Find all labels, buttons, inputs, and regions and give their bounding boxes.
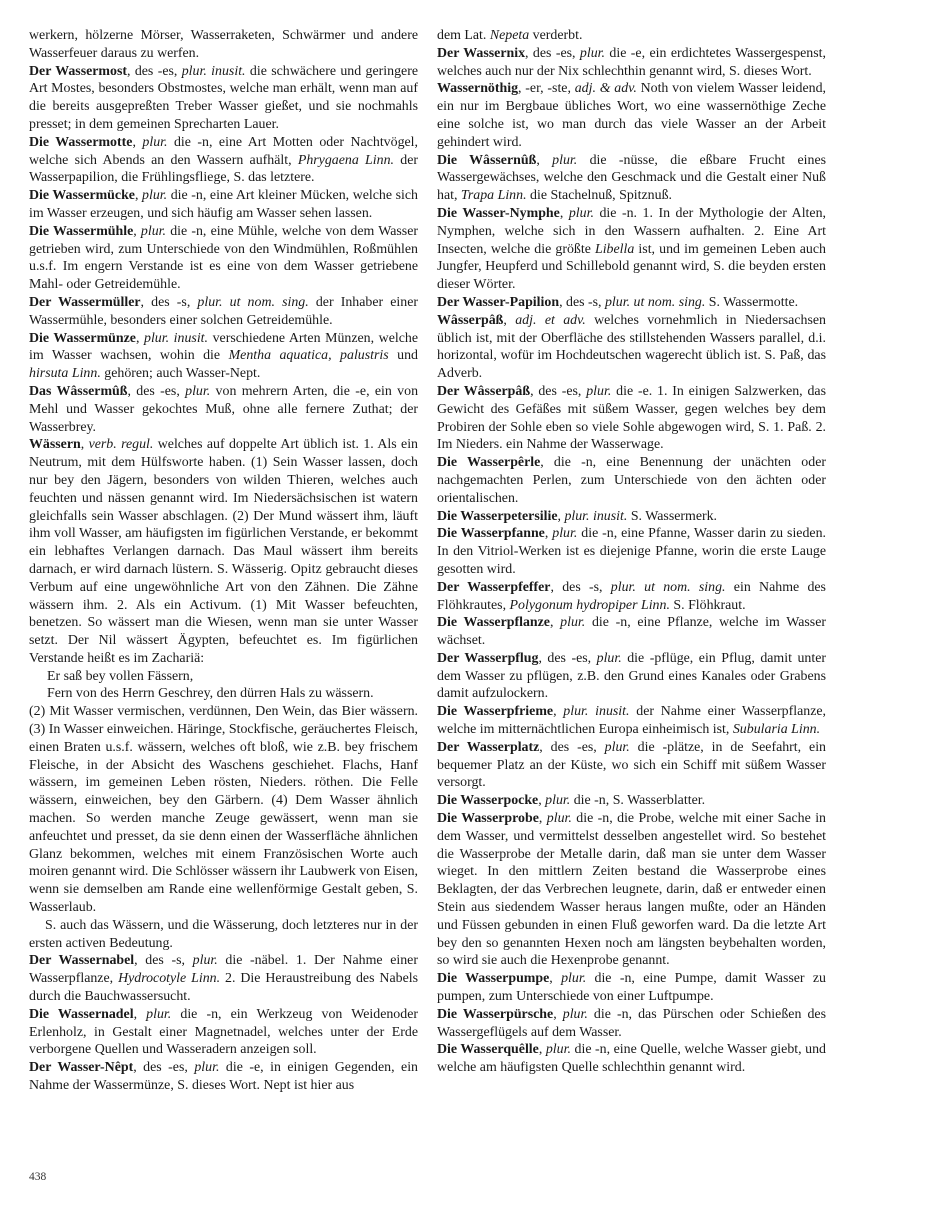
- entry-text: Er saß bey vollen Fässern,: [47, 668, 194, 684]
- dictionary-entry: [437, 80, 826, 151]
- dictionary-entry: [437, 650, 826, 703]
- dictionary-entry: [29, 383, 418, 436]
- entry-text: ,: [549, 971, 562, 987]
- entry-text: die -näbel. 1. Der Nahme einer Wasserpflanze,: [29, 953, 418, 987]
- dictionary-entry: [437, 312, 826, 383]
- entry-text: ,: [538, 1042, 546, 1058]
- entry-text: , des -es,: [133, 1060, 195, 1076]
- dictionary-entry: [29, 187, 418, 223]
- entry-text: die -n, eine Mühle, welche von dem Wasser getrieben wird, zum Unterschiede von den Windmühlen, Roßmühlen u.s.f. Im engern Verstande ist es eine von dem Wasser getriebene Mahl- oder Getreidemühle.: [29, 223, 418, 293]
- headword: Der Wasserpfeffer: [437, 579, 551, 595]
- entry-text: Fern von des Herrn Geschrey, den dürren Hals zu wässern.: [47, 686, 374, 702]
- entry-text: die -n, eine Quelle, welche Wasser giebt, und welche am häufigsten Quelle schlechthin genannt wird.: [437, 1042, 826, 1076]
- entry-text: der Wasserpapilion, die Frühlingsfliege, S. das letztere.: [29, 152, 418, 186]
- italic-term: plur.: [586, 383, 612, 399]
- right-column: [437, 27, 826, 1077]
- headword: Der Wasser-Nêpt: [29, 1060, 134, 1076]
- headword: Die Wassermühle: [29, 223, 134, 239]
- entry-text: die schwächere und geringere Art Mostes, besonders Obstmostes, welche man erhält, wenn man auf die bereits ausgepreßten Treber Wasser gießet, und sie nochmahls presset; in dem gemeinen Sprecharten Lauer.: [29, 63, 418, 132]
- entry-text: die Stachelnuß, Spitznuß.: [526, 188, 672, 204]
- headword: Die Wasser-Nymphe: [437, 205, 560, 221]
- dictionary-entry: [437, 614, 826, 650]
- dictionary-entry: [29, 294, 418, 330]
- headword: Der Wâsserpâß: [437, 383, 531, 399]
- italic-term: plur. ut nom. sing.: [197, 294, 309, 310]
- dictionary-entry: [29, 436, 418, 667]
- quote-line: [29, 668, 418, 686]
- dictionary-entry: [437, 294, 826, 312]
- entry-text: ,: [503, 312, 516, 328]
- quote-line: [29, 685, 418, 703]
- dictionary-entry: [437, 792, 826, 810]
- headword: Die Wasserpumpe: [437, 971, 550, 987]
- italic-term: plur.: [146, 1006, 172, 1022]
- italic-term: plur.: [579, 45, 605, 61]
- entry-text: die -nüsse, die eßbare Frucht eines Wassergewächses, welche den Geschmack und die Gestalt einer Nuß hat,: [437, 152, 827, 204]
- dictionary-entry: [437, 1041, 826, 1077]
- headword: Die Wassermünze: [29, 330, 136, 346]
- italic-term: plur.: [192, 953, 218, 969]
- italic-term: Libella: [594, 241, 635, 257]
- headword: Die Wassermücke: [29, 188, 135, 204]
- headword: Der Wassernix: [437, 45, 526, 61]
- entry-text: die -pflüge, ein Pflug, damit unter dem Wasser zu pflügen, z.B. den Grund eines Kanales oder Grabens damit aufzulockern.: [437, 650, 826, 702]
- entry-text: ist, und im gemeinen Leben auch Jungfer, Heupferd und Schillebold genannt wird, S. die beyden ersten dieser Wörter.: [437, 241, 826, 293]
- headword: Der Wasserpflug: [437, 650, 539, 666]
- italic-term: plur.: [596, 650, 622, 666]
- italic-term: plur.: [552, 152, 578, 168]
- italic-term: Subularia Linn.: [732, 722, 821, 738]
- dictionary-entry: [437, 508, 826, 526]
- entry-text: ,: [133, 1006, 147, 1022]
- entry-text: , des -es,: [127, 383, 186, 399]
- entry-text: , des -s,: [140, 294, 198, 310]
- entry-text: , des -s,: [550, 579, 611, 595]
- italic-term: plur. inusit.: [144, 330, 209, 346]
- dictionary-entry: [29, 223, 418, 294]
- italic-term: plur. inusit.: [564, 508, 628, 524]
- headword: Die Wasserpetersilie: [437, 508, 558, 524]
- entry-text: die -n. 1. In der Mythologie der Alten, Nymphen, welche sich in den Wassern aufhalten. 2. Eine Art Insecten, welche die größte: [437, 205, 826, 257]
- headword: Der Wasserplatz: [437, 739, 540, 755]
- entry-text: die -n, S. Wasserblatter.: [570, 793, 706, 809]
- entry-text: ,: [557, 508, 565, 524]
- entry-text: und: [388, 348, 419, 364]
- left-column: [29, 27, 418, 1095]
- entry-text: die -n, eine Pfanne, Wasser darin zu sieden. In den Vitriol-Werken ist es diejenige Pfanne, worin die erste Lauge gesotten wird.: [437, 526, 826, 577]
- italic-term: plur.: [545, 793, 571, 809]
- dictionary-entry: [437, 1006, 826, 1042]
- italic-term: plur.: [140, 223, 167, 239]
- italic-term: plur. inusit.: [181, 63, 246, 79]
- entry-text: die -plätze, in de Seefahrt, ein bequemer Platz an der Küste, wo sich ein Schiff mit süßem Wasser versorgt.: [437, 739, 826, 791]
- entry-text: , des -s,: [134, 953, 193, 969]
- italic-term: plur.: [545, 1042, 571, 1058]
- headword: Die Wasserpfanne: [437, 526, 545, 542]
- dictionary-entry: [437, 205, 826, 294]
- headword: Die Wâssernûß: [437, 152, 537, 168]
- dictionary-entry: [437, 383, 826, 454]
- headword: Die Wasserpêrle: [437, 455, 541, 471]
- italic-term: verb. regul.: [88, 437, 154, 453]
- dictionary-entry: [29, 63, 418, 134]
- italic-term: plur.: [142, 134, 168, 150]
- italic-term: plur.: [185, 383, 211, 399]
- italic-term: hirsuta Linn.: [29, 366, 101, 382]
- italic-term: Phrygaena Linn.: [297, 152, 394, 168]
- headword: Die Wassernadel: [29, 1006, 134, 1022]
- dictionary-entry: [437, 27, 826, 45]
- italic-term: plur.: [552, 526, 578, 542]
- italic-term: adj. & adv.: [574, 81, 637, 97]
- entry-text: S. Wassermotte.: [705, 294, 799, 310]
- entry-text: ,: [549, 615, 561, 631]
- dictionary-entry: [437, 970, 826, 1006]
- dictionary-entry: [29, 703, 418, 917]
- italic-term: Polygonum hydropiper Linn.: [509, 597, 670, 613]
- entry-text: ,: [553, 1006, 563, 1022]
- entry-text: die -n, eine Art kleiner Mücken, welche sich im Wasser erzeugen, und sich häufig am Wasser sehen lassen.: [29, 188, 418, 221]
- entry-text: ,: [135, 330, 144, 346]
- italic-term: plur.: [568, 205, 594, 221]
- italic-term: plur.: [604, 739, 630, 755]
- entry-text: , des -es,: [525, 45, 580, 61]
- italic-term: plur. inusit.: [563, 704, 630, 720]
- entry-text: , des -es,: [530, 383, 587, 399]
- entry-text: S. auch das Wässern, und die Wässerung, doch letzteres nur in der ersten activen Bedeutung.: [29, 917, 418, 951]
- italic-term: plur.: [194, 1060, 220, 1076]
- entry-text: welches auf doppelte Art üblich ist. 1. Als ein Neutrum, mit dem Hülfsworte haben. (1) Sein Wasser lassen, doch nur bey den Jägern, besonders von wilden Thieren, welches auch feuchten und nässen genannt wird. Im Niedersächsischen ist watern gleichfalls sein Wasser abschlagen. (2) Der Mund wässert ihm, läuft ihm voll Wasser, am häufigsten im figürlichen Verstande, er bekommt ein lebhaftes Verlangen darnach. Das Maul wässert ihm bereits darnach, er wird darnach lüstern. S. Wässerig. Opitz gebraucht dieses Verbum auf eine ungewöhnliche Art von den Zähnen. Die Zähne wässern ihm. 2. Als ein Activum. (1) Mit Wasser befeuchten, benetzen. So wässert man die Wiesen, wenn man sie unter Wasser setzt. Der Nil wässert Ägypten, befeuchtet es. Im figürlichen Verstande heißt es im Zachariä:: [29, 437, 418, 666]
- headword: Die Wassermotte: [29, 134, 133, 150]
- headword: Das Wâssermûß: [29, 383, 128, 399]
- entry-text: die -n, eine Pumpe, damit Wasser zu pumpen, zum Unterschiede von einer Luftpumpe.: [437, 971, 826, 1005]
- entry-text: die -e. 1. In einigen Salzwerken, das Gewicht des Gefäßes mit süßem Wasser, gegen welches bey dem Probiren der Sohle eben so viele Sohle abgewogen wird, S. 1. Paß. 2. Im Nieders. ein Nahme der Wasserwage.: [437, 383, 826, 453]
- italic-term: Mentha aquatica, palustris: [228, 348, 389, 364]
- entry-text: die -n, die Probe, welche mit einer Sache in dem Wasser, und vermittelst desselben angestellet wird. So bestehet die Wasserprobe der Metalle darin, daß man sie unter dem Wasser wieget. In den mittlern Zeiten bestand die Wasserprobe eines Beklagten, der das Verbrechen leugnete, darin, daß er entweder einen Stein aus siedendem Wasser heraus langen mußte, oder an Händen und Füssen gebunden in einen Fluß geworfen ward. Da die letzte Art bey den so genannten Hexen noch am längsten beybehalten worden, so wird sie auch die Hexenprobe genannt.: [437, 811, 826, 969]
- entry-text: S. Flöhkraut.: [669, 597, 746, 613]
- entry-text: gehören; auch Wasser-Nept.: [100, 366, 261, 382]
- entry-text: die -n, eine Pflanze, welche im Wasser wächset.: [437, 615, 827, 649]
- headword: Die Wasserpürsche: [437, 1006, 554, 1022]
- italic-term: plur.: [546, 811, 572, 827]
- italic-term: plur. ut nom. sing.: [604, 294, 706, 310]
- entry-text: ,: [133, 223, 141, 239]
- headword: Der Wasser-Papilion: [437, 294, 560, 310]
- entry-text: , des -es,: [126, 63, 182, 79]
- dictionary-entry: [437, 579, 826, 615]
- dictionary-entry: [29, 27, 418, 63]
- headword: Wässern: [29, 437, 81, 453]
- entry-text: ,: [544, 526, 553, 542]
- italic-term: plur. ut nom. sing.: [610, 579, 726, 595]
- entry-text: S. Wassermerk.: [627, 508, 718, 524]
- entry-text: dem Lat.: [437, 28, 490, 43]
- entry-text: verderbt.: [529, 28, 583, 43]
- dictionary-entry: [29, 134, 418, 187]
- entry-text: welches vornehmlich in Niedersachsen üblich ist, mit der Oberfläche des stillstehenden Wassers parallel, d.i. horizontal, wofür im Hochdeutschen wagerecht üblich ist. S. Paß, das Adverb.: [437, 312, 826, 382]
- entry-text: werkern, hölzerne Mörser, Wasserraketen, Schwärmer und andere Wasserfeuer daraus zu werfen.: [29, 28, 418, 61]
- dictionary-entry: [437, 810, 826, 970]
- entry-text: ,: [132, 134, 143, 150]
- headword: Der Wassermost: [29, 63, 127, 79]
- entry-text: der Inhaber einer Wassermühle, besonders einer solchen Getreidemühle.: [29, 294, 419, 328]
- entry-text: von mehrern Arten, die -e, ein von Mehl und Wasser gekochtes Muß, ohne alle fernere Zuthat; der Wasserbrey.: [29, 383, 419, 435]
- entry-text: , des -es,: [538, 650, 597, 666]
- headword: Der Wassernabel: [29, 953, 135, 969]
- dictionary-entry: [29, 952, 418, 1005]
- dictionary-entry: [29, 330, 418, 383]
- dictionary-entry: [29, 1059, 418, 1095]
- italic-term: adj. et adv.: [515, 312, 586, 328]
- dictionary-entry: [437, 703, 826, 739]
- dictionary-entry: [437, 525, 826, 578]
- headword: Die Wasserpflanze: [437, 615, 550, 631]
- italic-term: plur.: [142, 188, 168, 204]
- headword: Der Wassermüller: [29, 294, 141, 310]
- entry-text: 2. Die Heraustreibung des Nabels durch die Bauchwassersucht.: [29, 971, 418, 1005]
- dictionary-entry: [29, 917, 418, 953]
- headword: Die Wasserpfrieme: [437, 704, 554, 720]
- headword: Wassernöthig: [437, 81, 519, 97]
- entry-text: ,: [134, 188, 143, 204]
- italic-term: plur.: [560, 615, 586, 631]
- italic-term: plur.: [561, 971, 587, 987]
- entry-text: ,: [80, 437, 89, 453]
- entry-text: ,: [536, 152, 553, 168]
- dictionary-entry: [437, 739, 826, 792]
- entry-text: (2) Mit Wasser vermischen, verdünnen, Den Wein, das Bier wässern. (3) In Wasser einweichen. Häringe, Stockfische, geräuchertes Fleisch, einen Braten u.s.f. wässern, welches oft bloß, wie z.B. bey frischem Fleische, in der Absicht des Waschens geschiehet. Flachs, Hanf wässern, im gemeinen Leben rösten, Nieders. röthen. Die Felle wässern, einweichen, bey den Gärbern. (4) Dem Wasser ähnlich machen. So werden manche Zeuge gewässert, wenn man sie anfeuchtet und presset, da sie denn einen der Wasserfläche ähnlichen Glanz bekommen, welches mit einem Französischen Worte auch moiren genannt wird. Die Schlösser wässern ihr Laubwerk von Eisen, wenn sie demselben am Rande eine wellenförmige Gestalt geben, S. Wasserlaub.: [29, 704, 418, 916]
- dictionary-entry: [29, 1006, 418, 1059]
- entry-text: die -n, ein Werkzeug von Weidenoder Erlenholz, in Gestalt einer Magnetnadel, welches unter der Erde verborgene Quellen und Wasseradern anzeigen soll.: [29, 1006, 418, 1058]
- entry-text: die -e, ein erdichtetes Wassergespenst, welches auch nur der Nix schlechthin genannt wird, S. dieses Wort.: [437, 45, 826, 79]
- entry-text: die -e, in einigen Gegenden, ein Nahme der Wassermünze, S. dieses Wort. Nept ist hier aus: [29, 1060, 418, 1094]
- entry-text: ,: [538, 811, 547, 827]
- entry-text: Noth von vielem Wasser leidend, ein nur im Bergbaue übliches Wort, wo eine wassernöthige Zeche eine solche ist, wo man durch das viele Wasser an der Arbeit gehindert wird.: [437, 81, 826, 150]
- italic-term: Trapa Linn.: [460, 188, 527, 204]
- entry-text: ,: [559, 205, 569, 221]
- entry-text: die -n, eine Art Motten oder Nachtvögel, welche sich Abends an den Wassern aufhält,: [29, 134, 419, 168]
- entry-text: ,: [538, 793, 546, 809]
- entry-text: die -n, das Pürschen oder Schießen des Wassergeflügels auf dem Wasser.: [437, 1006, 826, 1040]
- headword: Wâsserpâß: [437, 312, 504, 328]
- italic-term: Nepeta: [489, 28, 530, 43]
- dictionary-entry: [437, 152, 826, 205]
- entry-text: , -er, -ste,: [518, 81, 575, 97]
- headword: Die Wasserprobe: [437, 811, 539, 827]
- page-number: 438: [29, 1171, 47, 1183]
- italic-term: Hydrocotyle Linn.: [118, 971, 221, 987]
- dictionary-entry: [437, 45, 826, 81]
- entry-text: , die -n, eine Benennung der unächten oder nachgemachten Perlen, zum Unterschiede von den ächten oder orientalischen.: [437, 455, 826, 506]
- entry-text: ein Nahme des Flöhkrautes,: [437, 579, 826, 613]
- entry-text: der Nahme einer Wasserpflanze, welche im mitternächtlichen Europa einheimisch ist,: [437, 704, 826, 738]
- italic-term: plur.: [562, 1006, 588, 1022]
- headword: Die Wasserquêlle: [437, 1042, 539, 1058]
- dictionary-entry: [437, 454, 826, 507]
- entry-text: verschiedene Arten Münzen, welche im Wasser wachsen, wohin die: [29, 330, 418, 364]
- headword: Die Wasserpocke: [437, 793, 539, 809]
- entry-text: , des -es,: [539, 739, 605, 755]
- entry-text: ,: [553, 704, 564, 720]
- entry-text: , des -s,: [559, 294, 605, 310]
